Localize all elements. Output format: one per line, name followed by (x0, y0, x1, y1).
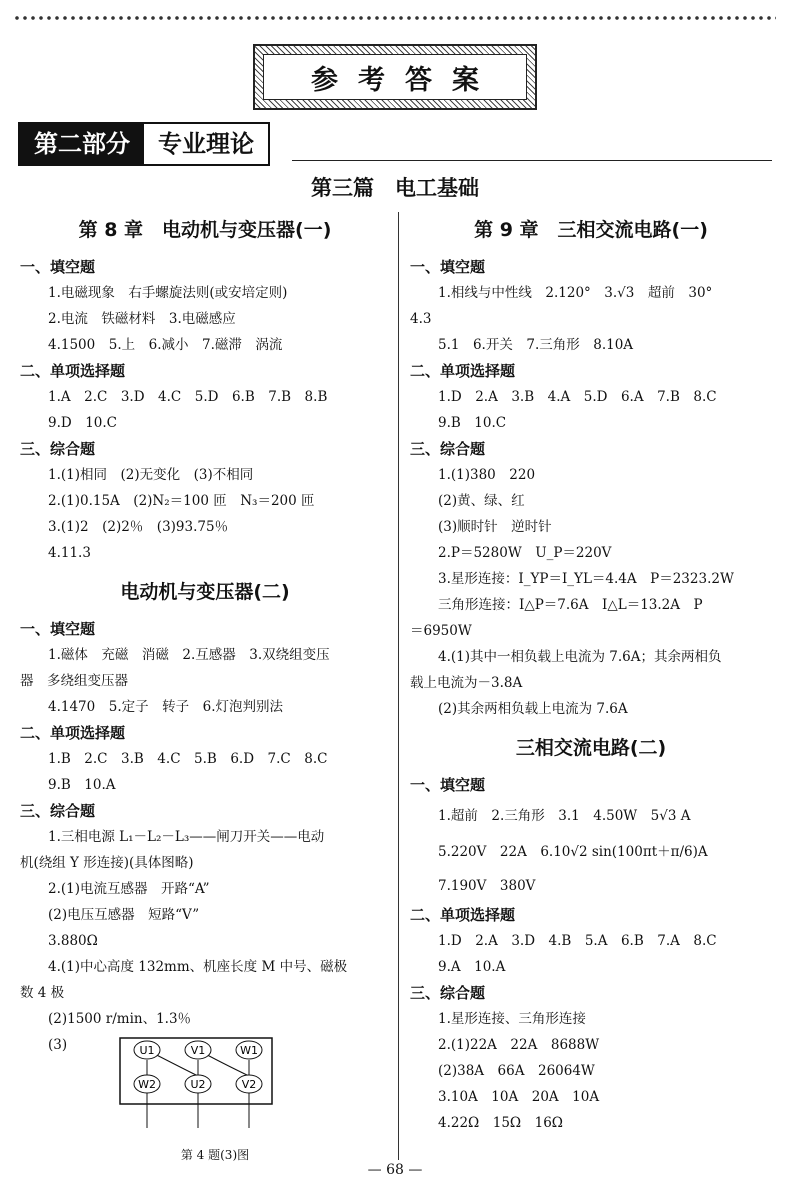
section-heading: 三、综合题 (410, 984, 486, 1002)
answer-line: 4.22Ω 15Ω 16Ω (438, 1115, 563, 1131)
answer-line: (3)顺时针 逆时针 (438, 519, 552, 535)
section-heading: 二、单项选择题 (20, 362, 126, 380)
answer-line: 5.220V 22A 6.10√2 sin(100πt＋π/6)A (438, 844, 708, 860)
terminal-diagram (20, 1032, 390, 1142)
section-heading: 一、填空题 (410, 776, 486, 794)
answer-line: 三角形连接：I△P＝7.6A I△L＝13.2A P (438, 597, 703, 613)
answer-line: 4.1500 5.上 6.减小 7.磁滞 涡流 (48, 337, 283, 353)
answer-line: 4.1470 5.定子 转子 6.灯泡判别法 (48, 699, 283, 715)
answer-line: (3) (48, 1037, 68, 1053)
part-label: 第二部分 (20, 124, 144, 164)
answer-line: 1.D 2.A 3.B 4.A 5.D 6.A 7.B 8.C (438, 389, 717, 405)
answer-line: (2)1500 r/min、1.3％ (48, 1011, 192, 1027)
terminal-label: U2 (190, 1078, 206, 1091)
answer-line: 1.D 2.A 3.D 4.B 5.A 6.B 7.A 8.C (438, 933, 717, 949)
chapter-title: 电动机与变压器(二) (120, 581, 290, 603)
answer-line: 1.(1)相同 (2)无变化 (3)不相同 (48, 467, 254, 483)
answer-line: 4.(1)中心高度 132mm、机座长度 M 中号、磁极 (48, 959, 348, 975)
answer-line: 1.电磁现象 右手螺旋法则(或安培定则) (48, 285, 288, 301)
terminal-label: U1 (139, 1044, 155, 1057)
answer-line: 1.磁体 充磁 消磁 2.互感器 3.双绕组变压 (48, 647, 330, 663)
terminal-label: W1 (240, 1044, 258, 1057)
terminal-label: V1 (190, 1044, 206, 1057)
chapter-title: 三相交流电路(二) (515, 737, 667, 759)
answer-line: 1.星形连接、三角形连接 (438, 1011, 586, 1027)
part-banner (18, 122, 270, 166)
answer-line-continued: 4.3 (410, 311, 432, 327)
answer-line: 1.相线与中性线 2.120° 3.√3 超前 30° (438, 285, 713, 301)
answer-line: 2.(1)0.15A (2)N₂＝100 匝 N₃＝200 匝 (48, 493, 315, 509)
right-column (410, 212, 772, 1136)
answer-line-continued: 载上电流为－3.8A (410, 675, 523, 691)
page-title: 参考答案 (263, 54, 527, 100)
answer-line: 1.(1)380 220 (438, 467, 536, 483)
part-name: 专业理论 (144, 124, 268, 164)
section-heading: 二、单项选择题 (410, 906, 516, 924)
answer-line: 3.(1)2 (2)2％ (3)93.75％ (48, 519, 229, 535)
chapter-title: 第 8 章 电动机与变压器(一) (78, 219, 332, 241)
terminal-label: W2 (138, 1078, 156, 1091)
section-heading: 三、综合题 (410, 440, 486, 458)
section-heading: 一、填空题 (410, 258, 486, 276)
section-heading: 二、单项选择题 (20, 724, 126, 742)
terminal-label: V2 (241, 1078, 257, 1091)
answer-line: 2.P＝5280W U_P＝220V (438, 545, 612, 561)
section-heading: 一、填空题 (20, 258, 96, 276)
answer-line-continued: ＝6950W (410, 623, 472, 639)
answer-line-continued: 器 多绕组变压器 (20, 673, 128, 689)
answer-line: 1.三相电源 L₁－L₂－L₃——闸刀开关——电动 (48, 829, 325, 845)
answer-line: 4.(1)其中一相负载上电流为 7.6A；其余两相负 (438, 649, 722, 665)
answer-line: 1.B 2.C 3.B 4.C 5.B 6.D 7.C 8.C (48, 751, 328, 767)
answer-line: 3.星形连接：I_YP＝I_YL＝4.4A P＝2323.2W (438, 571, 734, 587)
answer-line: 2.(1)22A 22A 8688W (438, 1037, 600, 1053)
chapter-title: 第 9 章 三相交流电路(一) (474, 219, 708, 241)
answer-line-continued: 数 4 极 (20, 985, 65, 1001)
answer-line: 4.11.3 (48, 545, 91, 561)
terminal-box-figure (110, 1032, 280, 1132)
decorative-dot-border (14, 14, 776, 22)
piece-title: 第三篇 电工基础 (311, 176, 479, 200)
section-heading: 二、单项选择题 (410, 362, 516, 380)
answer-line: 5.1 6.开关 7.三角形 8.10A (438, 337, 634, 353)
answer-line: 1.A 2.C 3.D 4.C 5.D 6.B 7.B 8.B (48, 389, 328, 405)
answer-line: (2)其余两相负载上电流为 7.6A (438, 701, 628, 717)
answer-line: (2)黄、绿、红 (438, 493, 525, 509)
answer-line: 9.B 10.C (438, 415, 507, 431)
answer-line: (2)38A 66A 26064W (438, 1063, 595, 1079)
title-frame (253, 44, 537, 110)
answer-line: 7.190V 380V (438, 878, 536, 894)
answer-line-continued: 机(绕组 Y 形连接)(具体图略) (20, 855, 194, 871)
answer-line: 2.(1)电流互感器 开路“A” (48, 881, 210, 897)
answer-line: 9.D 10.C (48, 415, 118, 431)
left-column (20, 212, 390, 1168)
answer-line: (2)电压互感器 短路“V” (48, 907, 200, 923)
answer-line: 3.880Ω (48, 933, 98, 949)
section-heading: 三、综合题 (20, 802, 96, 820)
section-heading: 一、填空题 (20, 620, 96, 638)
column-divider (398, 212, 399, 1160)
part-underline (292, 160, 772, 161)
figure-caption: 第 4 题(3)图 (180, 1148, 250, 1162)
answer-line: 9.A 10.A (438, 959, 506, 975)
answer-line: 2.电流 铁磁材料 3.电磁感应 (48, 311, 236, 327)
page-number: — 68 — (367, 1162, 423, 1178)
answer-line: 1.超前 2.三角形 3.1 4.50W 5√3 A (438, 808, 691, 824)
answer-line: 3.10A 10A 20A 10A (438, 1089, 600, 1105)
answer-line: 9.B 10.A (48, 777, 116, 793)
section-heading: 三、综合题 (20, 440, 96, 458)
